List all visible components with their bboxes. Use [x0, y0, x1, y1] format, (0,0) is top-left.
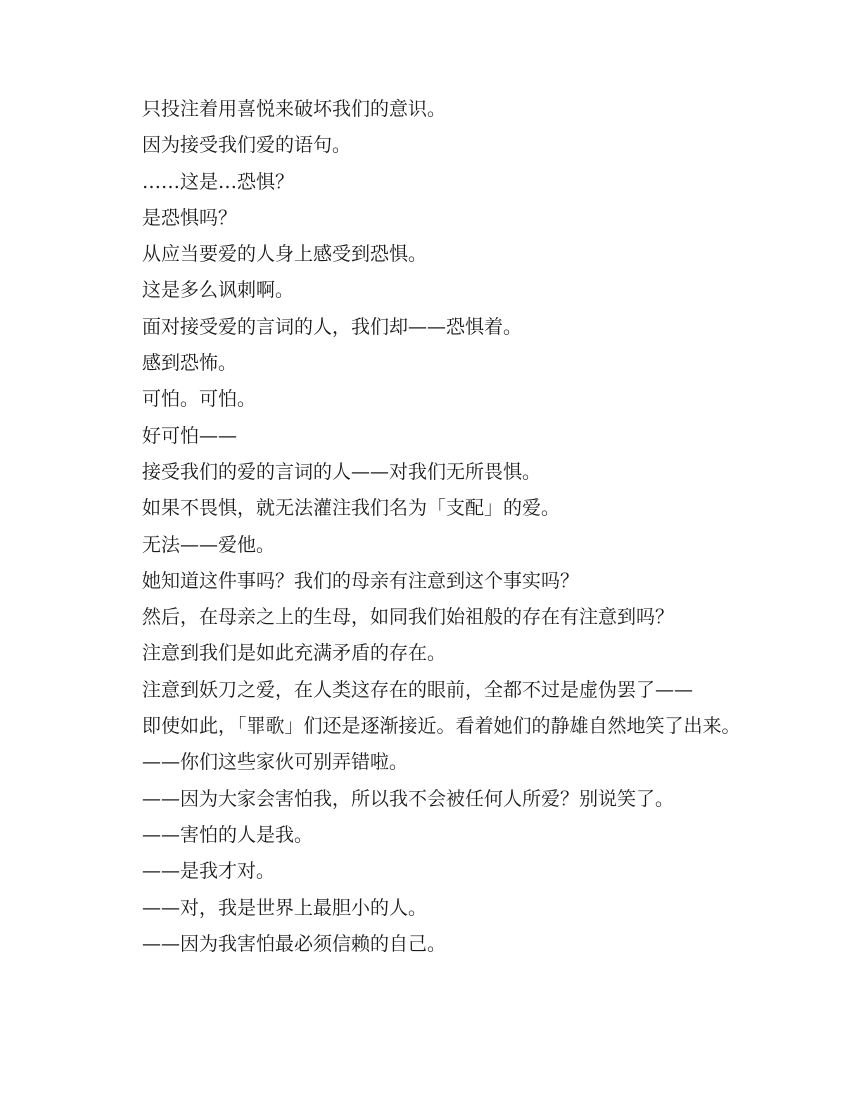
- paragraph: 从应当要爱的人身上感受到恐惧。: [142, 243, 428, 266]
- paragraph: 然后，在母亲之上的生母，如同我们始祖般的存在有注意到吗？: [142, 606, 675, 629]
- paragraph: 感到恐怖。: [142, 352, 238, 375]
- paragraph: 因为接受我们爱的语句。: [142, 134, 352, 157]
- paragraph: ——对，我是世界上最胆小的人。: [142, 896, 428, 919]
- paragraph: 这是多么讽刺啊。: [142, 279, 295, 302]
- paragraph: 只投注着用喜悦来破坏我们的意识。: [142, 98, 447, 120]
- document-body: [100, 97, 750, 968]
- paragraph: 是恐惧吗？: [142, 206, 238, 229]
- paragraph: ……这是…恐惧？: [142, 170, 295, 193]
- paragraph: 注意到妖刀之爱，在人类这存在的眼前，全都不过是虚伪罢了——: [142, 678, 694, 701]
- paragraph: 面对接受爱的言词的人，我们却——恐惧着。: [142, 315, 523, 338]
- paragraph: 可怕。可怕。: [142, 388, 257, 411]
- paragraph: 她知道这件事吗？我们的母亲有注意到这个事实吗？: [142, 569, 580, 592]
- paragraph: ——是我才对。: [142, 860, 276, 883]
- paragraph: ——因为大家会害怕我，所以我不会被任何人所爱？别说笑了。: [142, 787, 675, 810]
- paragraph: ——因为我害怕最必须信赖的自己。: [142, 932, 447, 955]
- paragraph: 好可怕——: [142, 424, 238, 447]
- paragraph: 接受我们的爱的言词的人——对我们无所畏惧。: [142, 460, 542, 483]
- paragraph: ——害怕的人是我。: [142, 823, 314, 846]
- paragraph: 即使如此，「罪歌」们还是逐渐接近。看着她们的静雄自然地笑了出来。: [142, 715, 741, 738]
- paragraph: 无法——爱他。: [142, 533, 276, 556]
- paragraph: 如果不畏惧，就无法灌注我们名为「支配」的爱。: [142, 497, 561, 520]
- paragraph: ——你们这些家伙可别弄错啦。: [142, 751, 409, 774]
- paragraph: 注意到我们是如此充满矛盾的存在。: [142, 642, 447, 665]
